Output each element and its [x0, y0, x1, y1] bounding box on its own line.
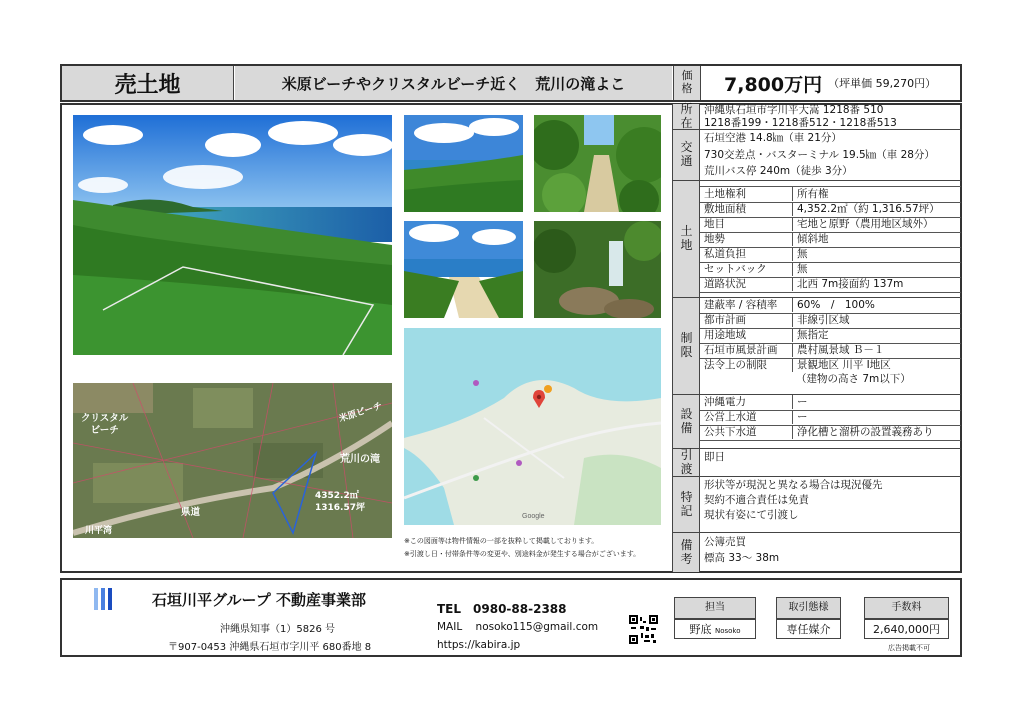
company-logo-icon	[94, 588, 116, 610]
parcel-aerial-map	[73, 383, 392, 538]
jungle-photo	[534, 115, 661, 212]
facilities-table	[700, 395, 961, 448]
divider	[673, 448, 961, 449]
email-row[interactable]: MAIL nosoko115@gmail.com	[437, 621, 599, 633]
land-label: 土 地	[680, 224, 693, 252]
map-label-kabira: 川平湾	[85, 526, 113, 536]
no-advertising-note: 広告掲載不可	[888, 644, 930, 652]
road-map	[404, 328, 661, 525]
map-label-yonehara: 米原ビーチ	[338, 401, 384, 425]
facilities-label: 設 備	[680, 406, 693, 435]
headline: 米原ビーチやクリスタルビーチ近く 荒川の滝よこ	[281, 74, 626, 93]
remarks-label: 備 考	[680, 537, 693, 566]
coast-view-image	[404, 115, 523, 212]
facilities-row: 沖縄電力 ー	[700, 395, 961, 411]
price-box	[702, 66, 960, 100]
qr-code-icon[interactable]	[629, 615, 658, 644]
headline-box	[235, 66, 672, 100]
restriction-row: 都市計画 非線引区域	[700, 313, 961, 329]
map-label-road: 県道	[181, 507, 201, 518]
company-address: 〒907-0453 沖縄県石垣市字川平 680番地 8	[168, 642, 372, 653]
map-google-logo: Google	[522, 513, 545, 520]
land-row: 私道負担 無	[700, 247, 961, 263]
handover-label: 引 渡	[680, 447, 693, 476]
restriction-row: 石垣市風景計画 農村風景域 Ｂ－１	[700, 343, 961, 359]
aerial-landscape-image	[73, 115, 392, 355]
restriction-label: 制 限	[680, 331, 693, 359]
land-row: 道路状況 北西 7m接面約 137m	[700, 277, 961, 293]
email-address[interactable]: nosoko115@gmail.com	[475, 621, 599, 633]
disclaimer-note-1: ※この図面等は物件情報の一部を抜粋して掲載しております。	[404, 537, 599, 545]
land-row: 敷地面積 4,352.2㎡（約 1,316.57坪）	[700, 202, 961, 218]
special-value: 形状等が現況と異なる場合は現況優先 契約不適合責任は免責 現状有姿にて引渡し	[704, 479, 883, 521]
road-map-image	[404, 328, 661, 525]
website-url[interactable]: https://kabira.jp	[437, 639, 521, 651]
qr-code-image	[629, 615, 658, 644]
waterfall-photo	[534, 221, 661, 318]
map-label-area: 4352.2㎡ 1316.57坪	[315, 491, 365, 513]
remarks-value: 公簿売買 標高 33〜 38m	[704, 536, 780, 564]
location-value: 沖縄県石垣市字川平大嵩 1218番 510 1218番199・1218番512・1218番513	[704, 104, 897, 129]
restriction-row: 法令上の制限 景観地区 川平 Ⅰ地区	[700, 358, 961, 373]
handover-value: 即日	[704, 451, 725, 463]
company-name: 石垣川平グループ 不動産事業部	[152, 591, 367, 609]
divider	[673, 180, 961, 181]
map-label-crystal: クリスタル ビーチ	[81, 413, 129, 436]
agent-value-box	[674, 619, 756, 639]
fee-label-box: 手数料	[864, 597, 949, 619]
facilities-row: 公共下水道 浄化槽と溜枡の設置義務あり	[700, 425, 961, 441]
agent-roman: Nosoko	[714, 627, 741, 635]
map-label-arakawa: 荒川の滝	[340, 454, 380, 465]
aerial-photo-main	[73, 115, 392, 355]
restriction-extra: （建物の高さ 7m以下）	[796, 373, 911, 385]
deal-type-label-box: 取引態様	[776, 597, 841, 619]
transport-value: 石垣空港 14.8㎞（車 21分） 730交差点・バスターミナル 19.5㎞（車 28分） 荒川バス停 240m（徒歩 3分）	[704, 132, 935, 177]
price-per-tsubo: （坪単価 59,270円）	[828, 77, 937, 90]
divider	[673, 532, 961, 533]
special-label: 特 記	[680, 489, 693, 518]
deal-type-value: 専任媒介	[776, 619, 841, 639]
waterfall-image	[534, 221, 661, 318]
restriction-row: 建蔽率 / 容積率 60% / 100%	[700, 298, 961, 314]
coast-photo	[404, 115, 523, 212]
property-type-label: 売土地	[114, 72, 181, 98]
land-row: 土地権利 所有権	[700, 187, 961, 203]
restriction-row: 用途地域 無指定	[700, 328, 961, 344]
fee-value: 2,640,000円	[864, 619, 949, 639]
price-value: 7,800万円	[724, 73, 823, 96]
beach-view-image	[404, 221, 523, 318]
property-type-box	[62, 66, 234, 100]
land-row: 地目 宅地と原野（農用地区域外）	[700, 217, 961, 233]
agent-label-box: 担当	[674, 597, 756, 619]
jungle-path-image	[534, 115, 661, 212]
agent-name: 野底	[689, 623, 712, 636]
facilities-row: 公営上水道 ー	[700, 410, 961, 426]
transport-label: 交 通	[680, 140, 693, 168]
disclaimer-note-2: ※引渡し日・付帯条件等の変更や、別途料金が発生する場合がございます。	[404, 550, 641, 558]
license-number: 沖縄県知事（1）5826 号	[220, 624, 335, 635]
tel-number[interactable]: TEL 0980-88-2388	[437, 602, 567, 616]
land-row: 地勢 傾斜地	[700, 232, 961, 248]
price-label: 価 格	[673, 66, 701, 100]
land-table	[700, 186, 961, 291]
restriction-table	[700, 298, 961, 394]
location-label: 所 在	[680, 101, 693, 130]
divider	[673, 476, 961, 477]
land-row: セットバック 無	[700, 262, 961, 278]
beach-photo	[404, 221, 523, 318]
